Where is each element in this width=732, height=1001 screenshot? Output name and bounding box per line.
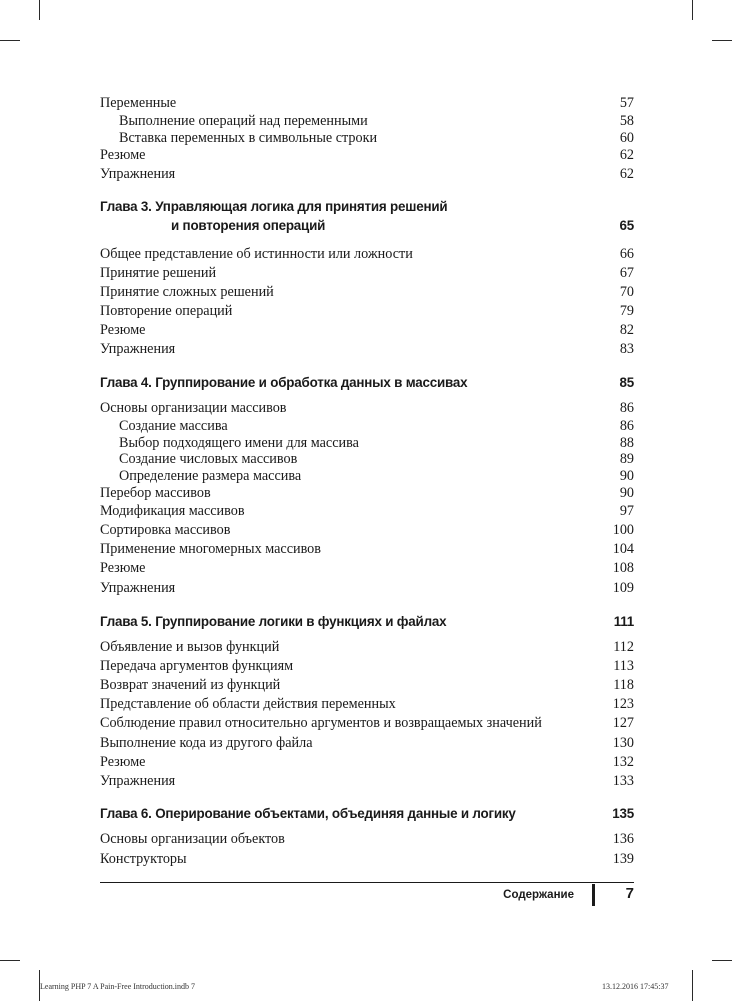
toc-entry-label: Объявление и вызов функций [100, 639, 280, 655]
toc-entry[interactable] [100, 638, 634, 656]
toc-entry-label: Перебор массивов [100, 485, 211, 501]
crop-mark [39, 0, 40, 20]
chapter-heading [100, 804, 634, 823]
toc-entry-page: 136 [612, 831, 634, 847]
toc-entry[interactable] [100, 321, 634, 339]
toc-entry-label: Возврат значений из функций [100, 677, 281, 693]
running-footer-title: Содержание [503, 889, 574, 901]
toc-entry[interactable] [100, 146, 634, 164]
toc-entry-page: 139 [612, 851, 634, 867]
toc-entry[interactable] [100, 302, 634, 320]
toc-entry[interactable] [100, 245, 634, 263]
toc-entry-page: 90 [619, 468, 634, 484]
toc-entry[interactable] [100, 540, 634, 558]
toc-entry[interactable] [100, 695, 634, 713]
chapter-title: Глава 6. Оперирование объектами, объединяя данные и логику [100, 806, 516, 821]
toc-entry[interactable] [100, 264, 634, 282]
toc-entry-page: 100 [612, 522, 634, 538]
toc-entry-page: 82 [619, 322, 634, 338]
toc-entry[interactable] [100, 502, 634, 520]
toc-entry-page: 66 [619, 246, 634, 262]
page-number: 7 [625, 885, 634, 902]
toc-entry-page: 57 [619, 95, 634, 111]
toc-entry-page: 108 [612, 560, 634, 576]
toc-entry-label: Конструкторы [100, 851, 187, 867]
toc-entry[interactable] [100, 559, 634, 577]
toc-entry-label: Упражнения [100, 773, 176, 789]
toc-entry[interactable] [100, 753, 634, 771]
toc-entry-page: 86 [619, 400, 634, 416]
toc-entry-page: 62 [619, 147, 634, 163]
toc-subentry[interactable] [119, 112, 634, 130]
toc-entry-label: Принятие сложных решений [100, 284, 274, 300]
toc-entry-label: Упражнения [100, 166, 176, 182]
toc-entry-page: 133 [612, 773, 634, 789]
toc-entry-page: 89 [619, 451, 634, 467]
toc-entry-page: 58 [619, 113, 634, 129]
toc-entry[interactable] [100, 94, 634, 112]
toc-entry-page: 79 [619, 303, 634, 319]
crop-mark [712, 960, 732, 961]
print-slug-datetime: 13.12.2016 17:45:37 [602, 982, 669, 991]
chapter-title: Глава 3. Управляющая логика для принятия решений [100, 199, 448, 214]
toc-entry[interactable] [100, 714, 634, 732]
toc-entry-page: 104 [612, 541, 634, 557]
toc-entry-label: Представление об области действия переменных [100, 696, 396, 712]
chapter-title: Глава 5. Группирование логики в функциях и файлах [100, 614, 447, 629]
toc-entry-label: Выполнение кода из другого файла [100, 735, 313, 751]
chapter-heading [100, 197, 634, 235]
toc-entry-page: 113 [613, 658, 634, 674]
toc-entry-label: Передача аргументов функциям [100, 658, 294, 674]
toc-entry[interactable] [100, 340, 634, 358]
toc-entry-label: Повторение операций [100, 303, 233, 319]
toc-entry-page: 60 [619, 130, 634, 146]
toc-entry-label: Принятие решений [100, 265, 217, 281]
toc-entry-page: 88 [619, 435, 634, 451]
toc-entry-label: Резюме [100, 754, 146, 770]
toc-entry-page: 109 [612, 580, 634, 596]
crop-mark [712, 40, 732, 41]
toc-entry-label: Общее представление об истинности или ложности [100, 246, 413, 262]
toc-entry-label: Резюме [100, 322, 146, 338]
chapter-page: 111 [613, 614, 634, 629]
footer-divider [592, 884, 595, 906]
chapter-page: 135 [612, 806, 634, 821]
toc-entry-label: Соблюдение правил относительно аргументов и возвращаемых значений [100, 715, 542, 731]
toc-entry[interactable] [100, 734, 634, 752]
toc-entry[interactable] [100, 772, 634, 790]
toc-entry-label: Вставка переменных в символьные строки [119, 130, 378, 146]
toc-entry-label: Модификация массивов [100, 503, 245, 519]
chapter-heading [100, 612, 634, 631]
toc-entry-label: Основы организации объектов [100, 831, 285, 847]
toc-entry[interactable] [100, 521, 634, 539]
toc-entry-page: 62 [619, 166, 634, 182]
toc-entry-label: Сортировка массивов [100, 522, 231, 538]
toc-entry-label: Переменные [100, 95, 177, 111]
toc-entry-label: Основы организации массивов [100, 400, 287, 416]
toc-subentry[interactable] [119, 467, 634, 485]
footer-rule [100, 882, 634, 883]
chapter-title: Глава 4. Группирование и обработка данных в массивах [100, 375, 468, 390]
toc-entry-page: 67 [619, 265, 634, 281]
crop-mark [692, 0, 693, 20]
toc-subentry[interactable] [119, 417, 634, 435]
toc-subentry[interactable] [119, 450, 634, 468]
toc-entry[interactable] [100, 676, 634, 694]
toc-entry-label: Упражнения [100, 341, 176, 357]
toc-entry-label: Резюме [100, 560, 146, 576]
toc-entry-page: 118 [613, 677, 634, 693]
chapter-page: 65 [619, 218, 634, 233]
toc-entry[interactable] [100, 657, 634, 675]
toc-entry[interactable] [100, 165, 634, 183]
crop-mark [0, 960, 20, 961]
print-slug-file: Learning PHP 7 A Pain-Free Introduction.indb 7 [40, 982, 196, 991]
toc-entry[interactable] [100, 850, 634, 868]
toc-entry-page: 97 [619, 503, 634, 519]
chapter-title-continued: и повторения операций [171, 218, 326, 233]
toc-entry-label: Резюме [100, 147, 146, 163]
toc-entry-label: Упражнения [100, 580, 176, 596]
toc-entry-label: Определение размера массива [119, 468, 302, 484]
toc-entry-page: 127 [612, 715, 634, 731]
toc-entry-page: 70 [619, 284, 634, 300]
toc-entry-label: Выбор подходящего имени для массива [119, 435, 359, 451]
toc-entry-label: Применение многомерных массивов [100, 541, 321, 557]
toc-entry-page: 130 [612, 735, 634, 751]
chapter-heading [100, 373, 634, 392]
toc-subentry[interactable] [119, 129, 634, 147]
toc-entry[interactable] [100, 830, 634, 848]
toc-entry[interactable] [100, 484, 634, 502]
toc-entry[interactable] [100, 399, 634, 417]
toc-entry-page: 132 [612, 754, 634, 770]
toc-entry-label: Выполнение операций над переменными [119, 113, 368, 129]
toc-entry-page: 90 [619, 485, 634, 501]
toc-entry-label: Создание массива [119, 418, 228, 434]
toc-entry-page: 83 [619, 341, 634, 357]
toc-entry-page: 123 [612, 696, 634, 712]
chapter-page: 85 [619, 375, 634, 390]
toc-entry[interactable] [100, 283, 634, 301]
toc-entry-page: 112 [613, 639, 634, 655]
toc-entry-label: Создание числовых массивов [119, 451, 298, 467]
toc-entry[interactable] [100, 579, 634, 597]
crop-mark [692, 970, 693, 1001]
toc-entry-page: 86 [619, 418, 634, 434]
crop-mark [0, 40, 20, 41]
